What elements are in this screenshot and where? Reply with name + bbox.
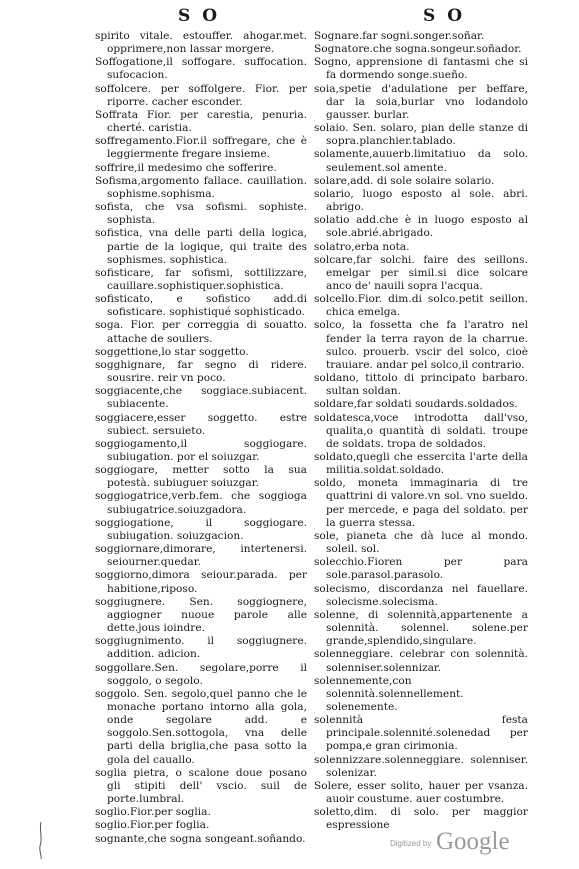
dictionary-entry: sogghignare, far segno di ridere. sousrire. reir vn poco. bbox=[95, 358, 307, 385]
dictionary-entry: soggiogare, metter sotto la sua potestà. subiuguer soiuzgar. bbox=[95, 464, 307, 490]
dictionary-entry: soggiogatrice,verb.fem. che soggioga subiugatrice.soiuzgadora. bbox=[95, 490, 307, 516]
dictionary-entry: solario, luogo esposto al sole. abri. abrigo. bbox=[314, 187, 528, 214]
dictionary-entry: solenneggiare. celebrar con solennità. solenniser.solennizar. bbox=[314, 648, 528, 674]
dictionary-entry: soga. Fior. per correggia di souatto. attache de souliers. bbox=[95, 319, 307, 345]
dictionary-entry: sofisticare, far sofismi, sottilizzare, cauillare.sophistiquer.sophistica. bbox=[95, 266, 307, 292]
dictionary-entry: solcare,far solchi. faire des seillons. emelgar per simil.si dice solcare anco de' nauili sopra l'acqua. bbox=[314, 253, 528, 292]
dictionary-entry: Sognare.far sogni.songer.soñar. bbox=[314, 30, 485, 42]
dictionary-entry: soldato,quegli che essercita l'arte della militia.soldat.soldado. bbox=[314, 451, 528, 477]
dictionary-entry: soggettione,lo star soggetto. bbox=[95, 345, 249, 358]
dictionary-entry: soglio.Fior.per soglia. bbox=[95, 806, 211, 819]
dictionary-entry: soia,spetie d'adulatione per beffare, dar la soia,burlar vno lodandolo gausser. burlar. bbox=[314, 82, 528, 121]
dictionary-entry: solaio. Sen. solaro, pian delle stanze di sopra.planchier.tablado. bbox=[314, 122, 528, 148]
dictionary-entry: Sognatore.che sogna.songeur.soñador. bbox=[314, 43, 522, 56]
google-watermark bbox=[390, 830, 540, 858]
dictionary-entry: solecismo, discordanza nel fauellare. solecisme.solecisma. bbox=[314, 582, 528, 608]
dictionary-entry: sofista, che vsa sofismi. sophiste. sophista. bbox=[95, 201, 307, 227]
dictionary-entry: soldare,far soldati soudards.soldados. bbox=[314, 398, 518, 411]
dictionary-entry: sofisticato, e sofistico add.di sofisticare. sophistiqué sophisticado. bbox=[95, 293, 307, 319]
dictionary-entry: soggiorno,dimora seiour.parada. per habitione,riposo. bbox=[95, 569, 307, 595]
watermark-prefix: Digitized by bbox=[390, 839, 432, 848]
dictionary-entry: sognante,che sogna songeant.soñando. bbox=[95, 832, 306, 845]
dictionary-entry: solamente,auuerb.limitatiuo da solo. seulement.sol amente. bbox=[314, 148, 528, 174]
dictionary-entry: sole, pianeta che dà luce al mondo. soleil. sol. bbox=[314, 529, 528, 556]
binding-mark bbox=[38, 820, 44, 860]
running-head-right: S O bbox=[423, 6, 466, 26]
dictionary-entry: soggiugnimento. il soggiugnere. addition. adicion. bbox=[95, 635, 307, 661]
dictionary-entry: Sofisma,argomento fallace. cauillation. sophisme.sophisma. bbox=[95, 174, 307, 200]
left-column bbox=[95, 30, 307, 846]
dictionary-entry: solenne, di solennità,appartenente a solennità. solennel. solene.per grande,splendido,singulare. bbox=[314, 608, 528, 648]
dictionary-entry: soggiacere,esser soggetto. estre subiect. sersuieto. bbox=[95, 411, 307, 437]
running-head bbox=[0, 6, 579, 26]
dictionary-entry: soldatesca,voce introdotta dall'vso, qualita,o quantità di soldati. troupe de soldats. tropa de soldados. bbox=[314, 411, 528, 450]
dictionary-entry: soggiogamento,il soggiogare. subiugation. por el soiuzgar. bbox=[95, 437, 307, 463]
dictionary-entry: solatro,erba nota. bbox=[314, 240, 410, 253]
dictionary-entry: soggiogatione, il soggiogare. subiugation. soiuzgacion. bbox=[95, 516, 307, 542]
dictionary-entry: solco, la fossetta che fa l'aratro nel fender la terra rayon de la charrue. sulco. prouerb. vscir del solco, cioè trauiare. andar pel solco,il contrario. bbox=[314, 319, 528, 371]
dictionary-entry: Solere, esser solito, hauer per vsanza. auoir coustume. auer costumbre. bbox=[314, 779, 528, 806]
dictionary-entry: soletto,dim. di solo. per maggior espressione bbox=[314, 806, 528, 832]
dictionary-entry: soldo, moneta immaginaria di tre quattrini di valore.vn sol. vno sueldo. per mercede, e paga del soldato. per la guerra stessa. bbox=[314, 477, 528, 529]
dictionary-entry: soglia pietra, o scalone doue posano gli stipiti dell' vscio. suil de porte.lumbral. bbox=[95, 766, 307, 806]
dictionary-entry: soggollare.Sen. segolare,porre il soggolo, o segolo. bbox=[95, 661, 307, 687]
google-logo: Google bbox=[436, 828, 510, 855]
dictionary-entry: Soffogatione,il soffogare. suffocation. sufocacion. bbox=[95, 56, 307, 82]
right-column bbox=[314, 30, 528, 833]
dictionary-entry: solecchio.Fioren per para sole.parasol.parasolo. bbox=[314, 556, 528, 582]
dictionary-entry: solare,add. di sole solaire solario. bbox=[314, 174, 495, 187]
dictionary-entry: solcello.Fior. dim.di solco.petit seillon. chica emelga. bbox=[314, 293, 528, 319]
dictionary-entry: soffrire,il medesimo che sofferire. bbox=[95, 161, 277, 174]
dictionary-entry: solatio add.che è in luogo esposto al sole.abrié.abrigado. bbox=[314, 214, 528, 240]
dictionary-entry: spirito vitale. estouffer. ahogar.met. opprimere,non lassar morgere. bbox=[95, 30, 307, 56]
dictionary-entry: solennemente,con solennità.solennellement. solenemente. bbox=[314, 674, 464, 713]
dictionary-entry: soggiacente,che soggiace.subiacent. subiacente. bbox=[95, 385, 307, 411]
running-head-left: S O bbox=[178, 6, 221, 26]
dictionary-entry: solennità festa principale.solennité.solenedad per pompa,e gran cirimonia. bbox=[314, 714, 528, 753]
dictionary-entry: sofistica, vna delle parti della logica, partie de la logique, qui traite des sophismes. sophistica. bbox=[95, 227, 307, 266]
dictionary-entry: soldano, tittolo di principato barbaro. sultan soldan. bbox=[314, 372, 528, 398]
dictionary-entry: soggolo. Sen. segolo,quel panno che le monache portano intorno alla gola, onde segolare add. e soggolo.Sen.sottogola, vna delle parti della briglia,che pasa sotto la gola del cauallo. bbox=[95, 687, 307, 766]
dictionary-entry: solennizzare.solenneggiare. solenniser. solenizar. bbox=[314, 753, 528, 779]
dictionary-entry: soggiugnere. Sen. soggiognere, aggiogner nuoue parole alle dette.jous ioindre. bbox=[95, 595, 307, 635]
dictionary-entry: Sogno, apprensione di fantasmi che si fa dormendo songe.sueño. bbox=[314, 56, 528, 82]
dictionary-entry: soffregamento.Fior.il soffregare, che è leggiermente fregare insieme. bbox=[95, 135, 307, 161]
dictionary-entry: soglio.Fior.per foglia. bbox=[95, 819, 210, 832]
dictionary-entry: soggiornare,dimorare, intertenersi. seiourner.quedar. bbox=[95, 543, 307, 569]
dictionary-entry: soffolcere. per soffolgere. Fior. per riporre. cacher esconder. bbox=[95, 82, 307, 108]
dictionary-entry: Soffrata Fior. per carestia, penuria. cherté. caristia. bbox=[95, 108, 307, 135]
